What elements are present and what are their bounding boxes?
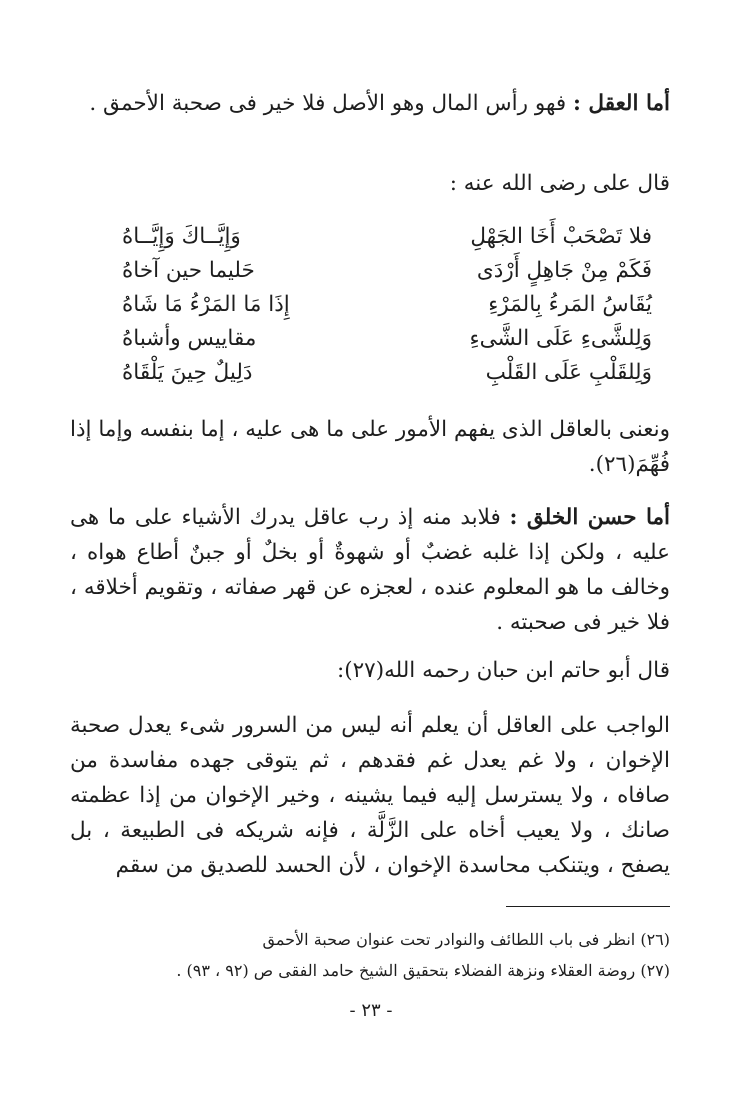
poem-hemistich: فَكَمْ مِنْ جَاهِلٍ أَرْدَى [476, 258, 652, 283]
poem-hemistich: يُقَاسُ المَرءُ بِالمَرْءِ [488, 292, 652, 317]
poem-verse [122, 258, 652, 292]
poem-hemistich: مقاييس وأشباهُ [122, 326, 257, 351]
paragraph-definition: ونعنى بالعاقل الذى يفهم الأمور على ما هى عليه ، إما بنفسه وإما إذا فُهِّمَ(٢٦). [70, 417, 670, 477]
page-number: - ٢٣ - [349, 1000, 393, 1021]
poem-intro: قال على رضى الله عنه : [449, 171, 670, 196]
footnote-divider [506, 906, 670, 907]
poem-hemistich: إِذَا مَا المَرْءُ مَا شَاهُ [122, 292, 290, 317]
paragraph-quote: الواجب على العاقل أن يعلم أنه ليس من السرور شىء يعدل صحبة الإخوان ، ولا غم يعدل غم فقدهم ، ثم يتوقى جهده مفاسدة من صافاه ، ولا يسترسل إليه فيما يشينه ، وخير الإخوان من إذا عظمته صانك ، ولا يعيب أخاه على الزَّلَّة ، فإنه شريكه فى الطبيعة ، بل يصفح ، ويتنكب محاسدة الإخوان ، لأن الحسد للصديق من سقم [70, 713, 670, 878]
poem [122, 224, 652, 394]
paragraph-intellect [70, 86, 670, 121]
paragraph-intellect-text: فهو رأس المال وهو الأصل فلا خير فى صحبة الأحمق . [89, 91, 567, 116]
footnote: (٢٦) انظر فى باب اللطائف والنوادر تحت عنوان صحبة الأحمق [262, 930, 670, 949]
poem-verse [122, 360, 652, 394]
paragraph-good-character-text: فلابد منه إذ رب عاقل يدرك الأشياء على ما هى عليه ، ولكن إذا غلبه غضبٌ أو شهوةٌ أو بخلٌ أو جبنٌ أطاع هواه ، وخالف ما هو المعلوم عنده ، لعجزه عن قهر صفاته ، وتقويم أخلاقه ، فلا خير فى صحبته . [70, 505, 670, 635]
poem-hemistich: وَإِيَّــاكَ وَإِيَّــاهُ [122, 224, 241, 249]
paragraph-good-character [70, 500, 670, 640]
quote-intro: قال أبو حاتم ابن حبان رحمه الله(٢٧): [336, 658, 670, 683]
paragraph-good-character-label: أما حسن الخلق : [509, 505, 670, 530]
poem-hemistich: وَلِلقَلْبِ عَلَى القَلْبِ [485, 360, 652, 385]
poem-verse [122, 224, 652, 258]
poem-hemistich: حَليما حين آخاهُ [122, 258, 255, 283]
poem-verse [122, 326, 652, 360]
poem-verse [122, 292, 652, 326]
paragraph-intellect-label: أما العقل : [572, 91, 670, 116]
poem-hemistich: دَلِيلٌ حِينَ يَلْقَاهُ [122, 360, 253, 385]
poem-hemistich: فلا تَصْحَبْ أَخَا الجَهْلِ [470, 224, 652, 249]
poem-hemistich: وَلِلشَّىءِ عَلَى الشَّىءِ [469, 326, 652, 351]
footnote: (٢٧) روضة العقلاء ونزهة الفضلاء بتحقيق الشيخ حامد الفقى ص (٩٢ ، ٩٣) . [176, 961, 670, 980]
